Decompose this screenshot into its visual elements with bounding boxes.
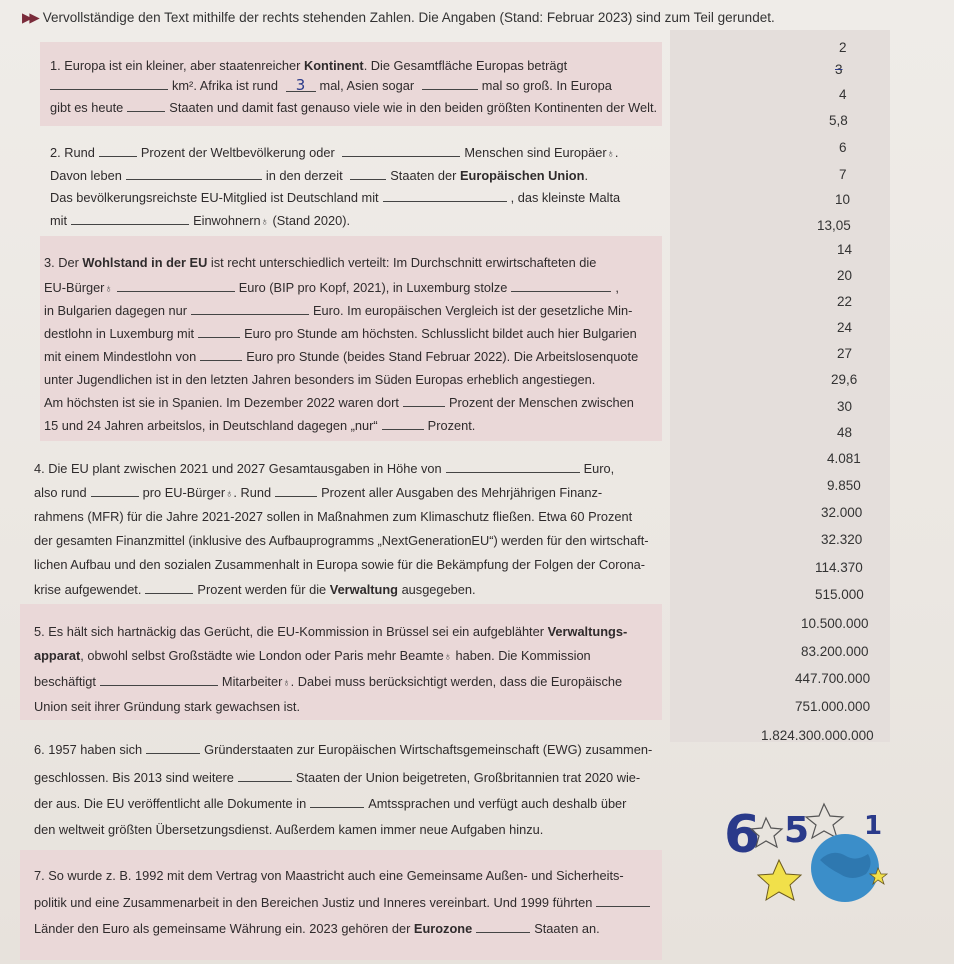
instruction: ▶▶ Vervollständige den Text mithilfe der rechts stehenden Zahlen. Die Angaben (Stand: Februar 2023) sind zum Teil gerundet. — [22, 10, 775, 25]
answer-blank[interactable] — [50, 78, 168, 90]
number-4081: 4.081 — [827, 451, 861, 466]
s4-line-4: der gesamten Finanzmittel (inklusive des Aufbauprogramms „NextGenerationEU“) werden für den wirtschaft- — [34, 533, 649, 548]
star-yellow-icon — [758, 860, 801, 900]
handwritten-six: 6 — [724, 805, 761, 865]
s3-line-3: in Bulgarien dagegen nur Euro. Im europäischen Vergleich ist der gesetzliche Min- — [44, 303, 633, 318]
s4-line-3: rahmens (MFR) für die Jahre 2021-2027 sollen in Maßnahmen zum Klimaschutz fließen. Etwa 60 Prozent — [34, 509, 633, 524]
answer-blank[interactable] — [511, 280, 611, 292]
number-83200000: 83.200.000 — [801, 644, 869, 659]
number-751000000: 751.000.000 — [795, 699, 871, 714]
arrow-right-icon: ▶▶ — [22, 10, 37, 25]
answer-blank[interactable] — [382, 418, 424, 430]
answer-blank[interactable] — [310, 796, 364, 808]
answer-blank[interactable] — [91, 485, 139, 497]
handwritten-one: 1 — [864, 811, 883, 841]
gender-symbol-icon: ♁ — [260, 216, 269, 228]
s6-line-4: den weltweit größten Übersetzungsdienst. Außerdem kamen immer neue Aufgaben hinzu. — [34, 822, 544, 837]
s1-line-1: 1. Europa ist ein kleiner, aber staatenreicher Kontinent. Die Gesamtfläche Europas beträgt — [50, 58, 568, 73]
number-1824300000000: 1.824.300.000.000 — [761, 728, 874, 743]
s4-line-2: also rund pro EU-Bürger♁. Rund Prozent aller Ausgaben des Mehrjährigen Finanz- — [34, 485, 603, 500]
s4-line-1: 4. Die EU plant zwischen 2021 und 2027 Gesamtausgaben in Höhe von Euro, — [34, 461, 615, 476]
number-24: 24 — [837, 320, 853, 335]
number-14: 14 — [837, 242, 853, 257]
s5-line-1: 5. Es hält sich hartnäckig das Gerücht, die EU-Kommission in Brüssel sei ein aufgeblähter Verwaltungs- — [34, 624, 628, 639]
number-2: 2 — [839, 40, 847, 55]
s1-line-3: gibt es heute Staaten und damit fast genauso viele wie in den beiden größten Kontinenten der Welt. — [50, 100, 658, 115]
number-6: 6 — [839, 140, 847, 155]
number-7: 7 — [839, 167, 847, 182]
number-32320: 32.320 — [821, 532, 863, 547]
s3-line-5: mit einem Mindestlohn von Euro pro Stunde (beides Stand Februar 2022). Die Arbeitslosenquote — [44, 349, 639, 364]
number-114370: 114.370 — [815, 560, 863, 575]
answer-blank[interactable] — [200, 349, 242, 361]
answer-blank-filled[interactable]: 3 — [286, 79, 316, 92]
answer-blank[interactable] — [403, 395, 445, 407]
answer-blank[interactable] — [238, 770, 292, 782]
s6-line-2: geschlossen. Bis 2013 sind weitere Staaten der Union beigetreten, Großbritannien trat 2020 wie- — [34, 770, 641, 785]
s3-line-7: Am höchsten ist sie in Spanien. Im Dezember 2022 waren dort Prozent der Menschen zwischen — [44, 395, 634, 410]
answer-blank[interactable] — [71, 213, 189, 225]
s2-line-3: Das bevölkerungsreichste EU-Mitglied ist Deutschland mit , das kleinste Malta — [50, 190, 621, 205]
s4-line-5: lichen Aufbau und den sozialen Zusammenhalt in Europa sowie für die Bekämpfung der Folgen der Corona- — [34, 557, 646, 572]
number-30: 30 — [837, 399, 853, 414]
number-9850: 9.850 — [827, 478, 861, 493]
number-20: 20 — [837, 268, 853, 283]
answer-blank[interactable] — [446, 461, 580, 473]
s3-line-2: EU-Bürger♁ Euro (BIP pro Kopf, 2021), in Luxemburg stolze , — [44, 280, 619, 295]
s6-line-1: 6. 1957 haben sich Gründerstaaten zur Europäischen Wirtschaftsgemeinschaft (EWG) zusammen- — [34, 742, 653, 757]
answer-blank[interactable] — [476, 921, 530, 933]
gender-symbol-icon: ♁ — [443, 651, 452, 663]
number-32000: 32.000 — [821, 505, 863, 520]
number-4: 4 — [839, 87, 847, 102]
number-515000: 515.000 — [815, 587, 864, 602]
answer-blank[interactable] — [383, 190, 507, 202]
gender-symbol-icon: ♁ — [282, 677, 291, 689]
s7-line-2: politik und eine Zusammenarbeit in den Bereichen Justiz und Inneres vereinbart. Und 1999 führten — [34, 895, 654, 910]
number-22: 22 — [837, 294, 853, 309]
handwritten-five: 5 — [784, 810, 810, 851]
answer-blank[interactable] — [145, 582, 193, 594]
gender-symbol-icon: ♁ — [225, 488, 234, 500]
answer-blank[interactable] — [350, 168, 386, 180]
number-10: 10 — [835, 192, 851, 207]
s2-line-4: mit Einwohnern♁ (Stand 2020). — [50, 213, 351, 228]
star-outline-icon — [806, 804, 843, 838]
number-3-crossed: 3 — [835, 62, 843, 77]
s3-line-6: unter Jugendlichen ist in den letzten Jahren besonders im Süden Europas erheblich angestiegen. — [44, 372, 596, 387]
s7-line-3: Länder den Euro als gemeinsame Währung ein. 2023 gehören der Eurozone Staaten an. — [34, 921, 600, 936]
s4-line-6: krise aufgewendet. Prozent werden für die Verwaltung ausgegeben. — [34, 582, 476, 597]
answer-blank[interactable] — [191, 303, 309, 315]
answer-blank[interactable] — [117, 280, 235, 292]
s2-line-2: Davon leben in den derzeit Staaten der Europäischen Union. — [50, 168, 588, 183]
s1-line-2: km². Afrika ist rund 3 mal, Asien sogar mal so groß. In Europa — [50, 78, 612, 93]
answer-blank[interactable] — [127, 100, 165, 112]
number-48: 48 — [837, 425, 853, 440]
s7-line-1: 7. So wurde z. B. 1992 mit dem Vertrag von Maastricht auch eine Gemeinsame Außen- und Sicherheits- — [34, 868, 624, 883]
s3-line-8: 15 und 24 Jahren arbeitslos, in Deutschland dagegen „nur“ Prozent. — [44, 418, 476, 433]
s6-line-3: der aus. Die EU veröffentlicht alle Dokumente in Amtssprachen und verfügt auch deshalb über — [34, 796, 627, 811]
answer-blank[interactable] — [596, 895, 650, 907]
answer-blank[interactable] — [146, 742, 200, 754]
answer-blank[interactable] — [99, 145, 137, 157]
number-27: 27 — [837, 346, 853, 361]
answer-blank[interactable] — [100, 674, 218, 686]
number-5-8: 5,8 — [829, 113, 848, 128]
doodle-decoration — [700, 790, 900, 910]
s5-line-3: beschäftigt Mitarbeiter♁. Dabei muss berücksichtigt werden, dass die Europäische — [34, 674, 623, 689]
s5-line-4: Union seit ihrer Gründung stark gewachsen ist. — [34, 699, 301, 714]
number-447700000: 447.700.000 — [795, 671, 871, 686]
answer-blank[interactable] — [198, 326, 240, 338]
answer-blank[interactable] — [275, 485, 317, 497]
answer-blank[interactable] — [126, 168, 262, 180]
number-10500000: 10.500.000 — [801, 616, 869, 631]
answer-blank[interactable] — [422, 78, 478, 90]
gender-symbol-icon: ♁ — [606, 148, 615, 160]
answer-blank[interactable] — [342, 145, 460, 157]
s3-line-1: 3. Der Wohlstand in der EU ist recht unterschiedlich verteilt: Im Durchschnitt erwirtschafteten die — [44, 255, 597, 270]
s2-line-1: 2. Rund Prozent der Weltbevölkerung oder Menschen sind Europäer♁. — [50, 145, 619, 160]
gender-symbol-icon: ♁ — [104, 283, 113, 295]
s3-line-4: destlohn in Luxemburg mit Euro pro Stunde am höchsten. Schlusslicht bildet auch hier Bulgarien — [44, 326, 637, 341]
number-29-6: 29,6 — [831, 372, 858, 387]
s5-line-2: apparat, obwohl selbst Großstädte wie London oder Paris mehr Beamte♁ haben. Die Kommission — [34, 648, 591, 663]
number-13-05: 13,05 — [817, 218, 851, 233]
